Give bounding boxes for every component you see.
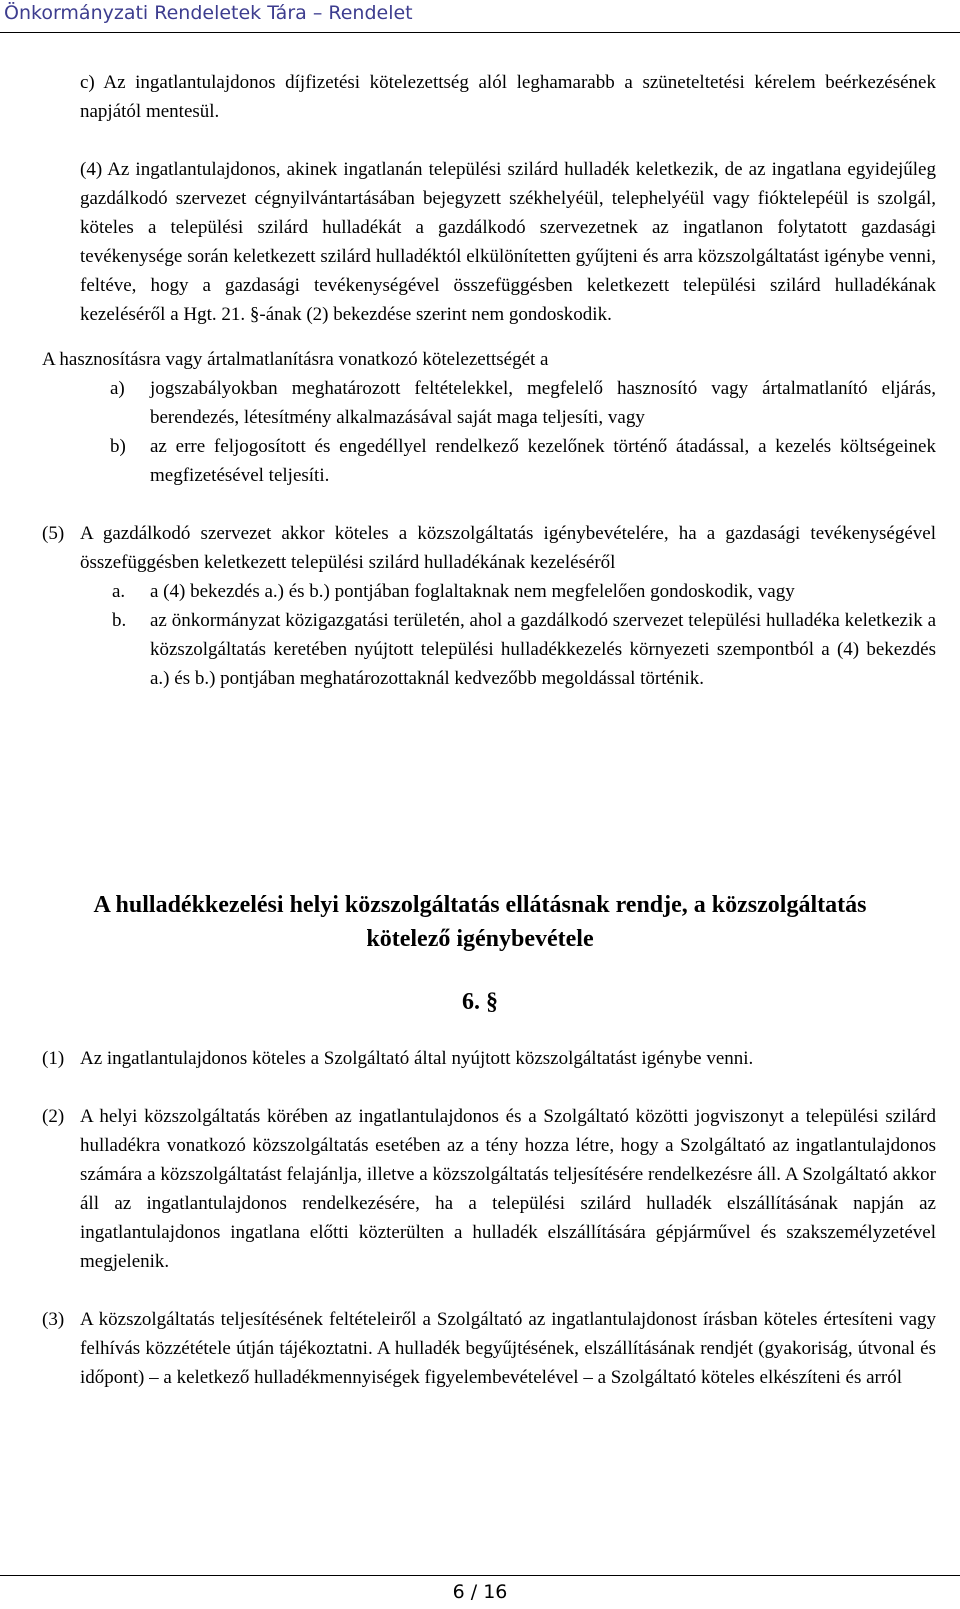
document-header: Önkormányzati Rendeletek Tára – Rendelet [4,2,413,24]
paragraph-5-list [42,577,936,693]
paragraph-text: A közszolgáltatás teljesítésének feltételeiről a Szolgáltató az ingatlantulajdonost írásban köteles értesíteni vagy felhívás közzététele útján tájékoztatni. A hulladék begyűjtésének, elszállításának rendjét (gyakoriság, útvonal és időpont) – a keletkező hulladékmennyiségek figyelembevételével – a Szolgáltató köteles elkészíteni és arról [80,1309,936,1388]
list-item [42,606,936,693]
section-heading-line-1: A hulladékkezelési helyi közszolgáltatás ellátásnak rendje, a közszolgáltatás [93,892,867,918]
section-heading-line-2: kötelező igénybevétele [366,926,594,952]
list-item-text: jogszabályokban meghatározott feltételekkel, megfelelő hasznosító vagy ártalmatlanító eljárás, berendezés, létesítmény alkalmazásával saját maga teljesíti, vagy [150,378,936,428]
paragraph-5 [42,519,936,577]
section-paragraph-1 [42,1044,936,1073]
list-marker: a. [112,581,126,602]
list-marker: b. [112,610,127,631]
hasznositas-list [42,374,936,490]
header-divider [0,32,960,33]
list-item [42,374,936,432]
list-marker: b) [110,436,126,457]
list-marker: a) [110,378,125,399]
section-heading [0,888,960,956]
paragraph-marker: (3) [42,1309,65,1330]
section-paragraph-3 [42,1305,936,1392]
paragraph-text: A gazdálkodó szervezet akkor köteles a közszolgáltatás igénybevételére, ha a gazdasági tevékenységével összefüggésben keletkezett települési szilárd hulladékának kezeléséről [80,523,936,573]
list-item-text: a (4) bekezdés a.) és b.) pontjában foglaltaknak nem megfelelően gondoskodik, vagy [150,581,795,602]
list-item-text: az önkormányzat közigazgatási területén, ahol a gazdálkodó szervezet települési hulladéka keletkezik a közszolgáltatás keretében nyújtott települési hulladékkezelés környezeti szempontból a (4) bekezdés a.) és b.) pontjában meghatározottaknál kedvezőbb megoldással történik. [150,610,936,689]
list-item-text: az erre feljogosított és engedéllyel rendelkező kezelőnek történő átadással, a kezelés költségeinek megfizetésével teljesíti. [150,436,936,486]
paragraph-c: c) Az ingatlantulajdonos díjfizetési kötelezettség alól leghamarabb a szüneteltetési kérelem beérkezésének napjától mentesül. [80,72,936,122]
list-item [42,577,936,606]
paragraph-text: Az ingatlantulajdonos köteles a Szolgáltató által nyújtott közszolgáltatást igénybe venni. [80,1048,754,1069]
section-body [42,1044,936,1392]
paragraph-marker: (2) [42,1106,65,1127]
footer-divider [0,1575,960,1576]
document-body [42,68,936,693]
paragraph-text: A helyi közszolgáltatás körében az ingatlantulajdonos és a Szolgáltató közötti jogviszonyt a települési szilárd hulladékra vonatkozó közszolgáltatás esetében az a tény hozza létre, hogy a Szolgáltató az ingatlantulajdonos számára a közszolgáltatást felajánlja, illetve a közszolgáltatás teljesítésére rendelkezésre áll. A Szolgáltató akkor áll az ingatlantulajdonos rendelkezésére, ha a települési szilárd hulladék elszállításának napján az ingatlantulajdonos ingatlana előtti közterülten a hulladék elszállítására gépjárművel és szakszemélyzetével megjelenik. [80,1106,936,1272]
hasznositas-intro: A hasznosításra vagy ártalmatlanításra vonatkozó kötelezettségét a [42,349,549,370]
list-item [42,432,936,490]
page-number: 6 / 16 [452,1581,508,1603]
section-paragraph-2 [42,1102,936,1276]
paragraph-4: (4) Az ingatlantulajdonos, akinek ingatlanán települési szilárd hulladék keletkezik, de az ingatlana egyidejűleg gazdálkodó szervezet cégnyilvántartásában bejegyzett székhelyéül, telephelyéül vagy fióktelepéül is szolgál, köteles a települési szilárd hulladékát a gazdálkodó szervezetnek az ingatlanon folytatott gazdasági tevékenysége során keletkezett szilárd hulladéktól elkülönítetten gyűjteni és arra közszolgáltatást igénybe venni, feltéve, hogy a gazdasági tevékenységével összefüggésben keletkezett települési szilárd hulladékának kezeléséről a Hgt. 21. §-ának (2) bekezdése szerint nem gondoskodik. [80,159,936,325]
paragraph-marker: (1) [42,1048,65,1069]
section-number: 6. § [462,989,498,1015]
paragraph-marker: (5) [42,523,65,544]
